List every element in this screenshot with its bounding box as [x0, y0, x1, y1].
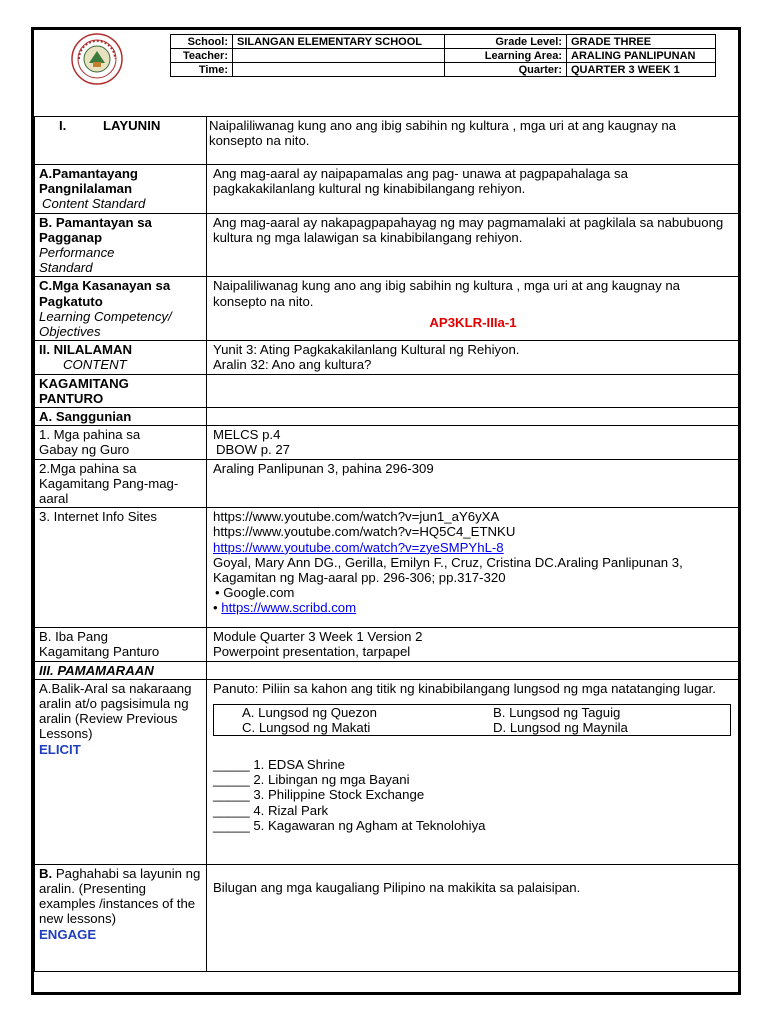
nilalaman-line-1: Yunit 3: Ating Pagkakakilanlang Kultural ng Rehiyon. — [213, 342, 520, 358]
item-1: _____ 1. EDSA Shrine — [213, 757, 345, 773]
performance-standard-label-2: Pagganap — [39, 229, 103, 245]
quarter-label: Quarter: — [445, 63, 567, 77]
nilalaman-line-2: Aralin 32: Ano ang kultura? — [213, 357, 372, 373]
elicit-tag: ELICIT — [39, 741, 81, 757]
time-label: Time: — [171, 63, 233, 77]
internet-url-1: https://www.youtube.com/watch?v=jun1_aY6yXA — [213, 509, 500, 525]
sanggunian-label: A. Sanggunian — [35, 408, 207, 426]
iba-pang-line-2: Powerpoint presentation, tarpapel — [213, 644, 411, 660]
internet-url-3-link[interactable]: https://www.youtube.com/watch?v=zyeSMPYhL-8 — [213, 539, 504, 555]
kagamitang-empty-cell — [207, 374, 740, 407]
item-2: _____ 2. Libingan ng mga Bayani — [213, 772, 410, 788]
item-3: _____ 3. Philippine Stock Exchange — [213, 787, 425, 803]
row-nilalaman — [35, 341, 740, 374]
row-balik-aral — [35, 679, 740, 864]
performance-standard-label-3: Performance — [39, 245, 115, 261]
performance-standard-label-4: Standard — [39, 260, 93, 276]
internet-bullet-google: Google.com — [223, 585, 295, 601]
row-paghahabi — [35, 864, 740, 971]
competency-code: AP3KLR-IIIa-1 — [429, 314, 517, 330]
pamamaraan-label: III. PAMAMARAAN — [35, 661, 207, 679]
competency-text: Naipaliliwanag kung ano ang ibig sabihin ng kultura , mga uri at ang kaugnay na konsepto na nito. — [213, 278, 681, 309]
choice-d: D. Lungsod ng Maynila — [493, 720, 628, 736]
row-kagamitang-panturo — [35, 374, 740, 407]
row-internet-sites: 3. Internet Info Sites https://www.youtube.com/watch?v=jun1_aY6yXA https://www.youtube.com/watch?v=HQ5C4_ETNKU https://www.youtube.com/watch?v=zyeSMPYhL-8 Goyal, Mary Ann DG., Gerilla, Emilyn F., Cruz, Cristina DC.Araling Panlipunan 3, Kagamitan ng Mag-aaral pp. 296-306; pp.317-320 • Google.com • https://www.scribd.com — [35, 508, 740, 628]
kagamitang-mag-aaral-label: 2.Mga pahina sa Kagamitang Pang-mag-aaral — [35, 459, 207, 508]
learning-area-value: ARALING PANLIPUNAN — [567, 49, 716, 63]
school-seal-logo — [71, 33, 123, 85]
choice-a: A. Lungsod ng Quezon — [242, 705, 377, 721]
layunin-number: I. — [59, 118, 67, 133]
kagamitang-mag-aaral-text: Araling Panlipunan 3, pahina 296-309 — [207, 459, 740, 508]
content-standard-label-1: A.Pamantayang — [39, 166, 138, 181]
sanggunian-empty-cell — [207, 408, 740, 426]
row-gabay-ng-guro — [35, 426, 740, 459]
internet-url-2: https://www.youtube.com/watch?v=HQ5C4_ETNKU — [213, 524, 516, 540]
teacher-value — [233, 49, 445, 63]
iba-pang-label-2: Kagamitang Panturo — [39, 644, 160, 660]
school-value: SILANGAN ELEMENTARY SCHOOL — [233, 35, 445, 49]
competency-label-2: Pagkatuto — [39, 293, 103, 309]
learning-area-label: Learning Area: — [445, 49, 567, 63]
row-layunin — [35, 117, 740, 165]
iba-pang-label-1: B. Iba Pang — [39, 629, 108, 645]
content-standard-text: Ang mag-aaral ay naipapamalas ang pag- unawa at pagpapahalaga sa pagkakakilanlang kultural ng kinabibilangang rehiyon. — [207, 165, 740, 214]
performance-standard-label-1: B. Pamantayan sa — [39, 214, 152, 230]
internet-bullet-scribd-link[interactable]: https://www.scribd.com — [221, 600, 357, 616]
gabay-label-1: 1. Mga pahina sa — [39, 427, 141, 443]
choices-box — [213, 704, 731, 736]
time-value — [233, 63, 445, 77]
grade-level-label: Grade Level: — [445, 35, 567, 49]
lesson-plan-table — [34, 116, 740, 972]
grade-level-value: GRADE THREE — [567, 35, 716, 49]
pamamaraan-empty-cell — [207, 661, 740, 679]
gabay-line-2: DBOW p. 27 — [216, 442, 291, 458]
content-standard-label-2: Pangnilalaman — [39, 181, 133, 197]
layunin-label: LAYUNIN — [103, 118, 161, 133]
teacher-label: Teacher: — [171, 49, 233, 63]
competency-label-4: Objectives — [39, 324, 101, 340]
paghahabi-text: Bilugan ang mga kaugaliang Pilipino na makikita sa palaisipan. — [213, 879, 581, 895]
internet-citation: Goyal, Mary Ann DG., Gerilla, Emilyn F., Cruz, Cristina DC.Araling Panlipunan 3, Kagamitan ng Mag-aaral pp. 296-306; pp.317-320 — [213, 554, 683, 586]
quarter-value: QUARTER 3 WEEK 1 — [567, 63, 716, 77]
choice-c: C. Lungsod ng Makati — [242, 720, 371, 736]
gabay-label-2: Gabay ng Guro — [39, 442, 130, 458]
row-iba-pang-kagamitan — [35, 628, 740, 661]
gabay-line-1: MELCS p.4 — [213, 427, 281, 443]
school-label: School: — [171, 35, 233, 49]
engage-tag: ENGAGE — [39, 926, 97, 942]
kagamitang-label-1: KAGAMITANG — [39, 375, 129, 391]
internet-sites-label: 3. Internet Info Sites — [35, 508, 207, 628]
content-standard-label-3: Content Standard — [42, 196, 146, 212]
balik-aral-instruction: Panuto: Piliin sa kahon ang titik ng kinabibilangang lungsod ng mga natatanging lugar. — [213, 680, 716, 696]
nilalaman-label: II. NILALAMAN — [39, 342, 133, 358]
row-content-standard — [35, 165, 740, 214]
performance-standard-text: Ang mag-aaral ay nakapagpapahayag ng may pagmamalaki at pagkilala sa nabubuong kultura ng mga lalawigan sa kinabibilangang rehiyon. — [207, 213, 740, 277]
layunin-text: Naipaliliwanag kung ano ang ibig sabihin ng kultura , mga uri at ang kaugnay na konsepto na nito. — [207, 117, 740, 165]
competency-label-3: Learning Competency/ — [39, 308, 172, 324]
row-performance-standard — [35, 213, 740, 277]
item-5: _____ 5. Kagawaran ng Agham at Teknolohiya — [213, 817, 486, 833]
paghahabi-label: Paghahabi sa layunin ng aralin. (Presenting examples /instances of the new lessons) — [39, 865, 201, 927]
row-pamamaraan — [35, 661, 740, 679]
header-table — [170, 34, 716, 77]
item-4: _____ 4. Rizal Park — [213, 802, 329, 818]
row-kagamitang-mag-aaral — [35, 459, 740, 508]
iba-pang-line-1: Module Quarter 3 Week 1 Version 2 — [213, 629, 423, 645]
row-competency — [35, 277, 740, 341]
nilalaman-content-label: CONTENT — [63, 357, 127, 373]
paghahabi-label-bold: B. — [39, 865, 53, 881]
kagamitang-label-2: PANTURO — [39, 390, 104, 406]
row-sanggunian — [35, 408, 740, 426]
choice-b: B. Lungsod ng Taguig — [493, 705, 621, 721]
balik-aral-label: A.Balik-Aral sa nakaraang aralin at/o pagsisimula ng aralin (Review Previous Lessons) — [39, 680, 192, 742]
competency-label-1: C.Mga Kasanayan sa — [39, 278, 171, 294]
